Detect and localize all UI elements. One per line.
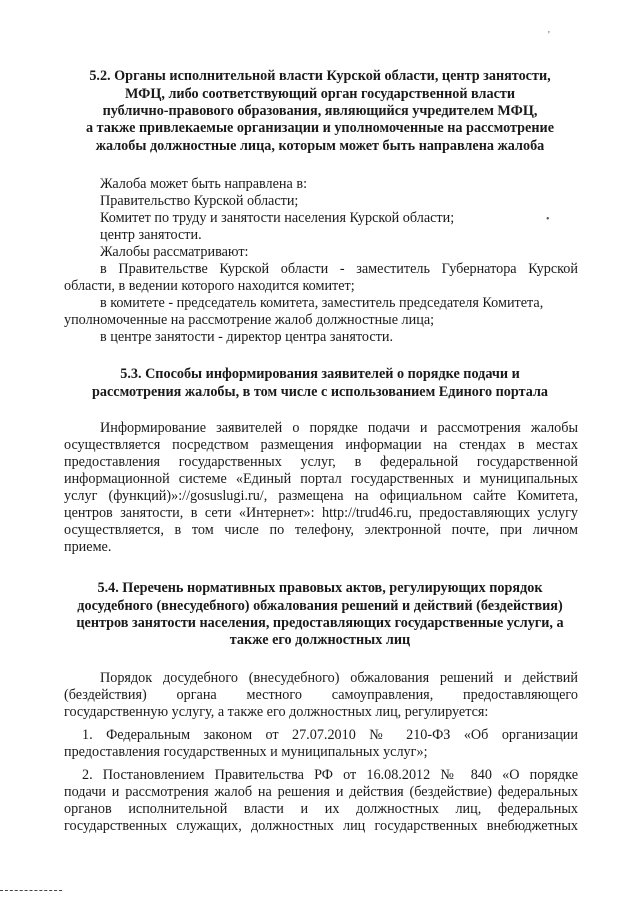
body-line: в комитете - председатель комитета, заместитель председателя Комитета,: [100, 295, 544, 311]
body-line: государственную услугу, а также его должностных лиц, регулируется:: [64, 704, 489, 720]
body-line: Комитет по труду и занятости населения Курской области;: [100, 210, 455, 226]
footer-rule: [0, 890, 62, 891]
body-line: Жалобы рассматривают:: [100, 244, 249, 260]
heading-line: МФЦ, либо соответствующий орган государственной власти: [124, 86, 516, 102]
body-line: осуществляется, в том числе по телефону, электронной почте, при личном: [64, 522, 578, 538]
body-line: приеме.: [64, 539, 112, 555]
body-line: 2. Постановлением Правительства РФ от 16.08.2012 № 840 «О порядке: [82, 767, 578, 783]
body-line: информационной системе «Единый портал государственных и муниципальных: [64, 471, 578, 487]
body-line: государственных служащих, должностных лиц государственных внебюджетных: [64, 818, 578, 834]
body-line: уполномоченные на рассмотрение жалоб должностные лица;: [64, 312, 435, 328]
body-line: в центре занятости - директор центра занятости.: [100, 329, 393, 345]
body-line: органов исполнительной власти и их должностных лиц, федеральных: [64, 801, 578, 817]
body-line: предоставления государственных услуг, в федеральной государственной: [64, 454, 578, 470]
body-line: центров занятости, в сети «Интернет»: http://trud46.ru, предоставляющих услугу: [64, 505, 578, 521]
heading-line: досудебного (внесудебного) обжалования решений и действий (бездействия): [77, 598, 563, 614]
body-line: области, в ведении которого находится комитет;: [64, 278, 355, 294]
body-line: Информирование заявителей о порядке подачи и рассмотрения жалобы: [100, 420, 578, 436]
body-line: Жалоба может быть направлена в:: [100, 176, 308, 192]
heading-line: центров занятости населения, предоставляющих государственные услуги, а: [76, 615, 564, 631]
body-line: предоставления государственных и муниципальных услуг»;: [64, 744, 428, 760]
scan-mark-top: ': [548, 30, 550, 41]
heading-line: также его должностных лиц: [229, 632, 411, 648]
body-line: осуществляется посредством размещения информации на стендах в местах: [64, 437, 578, 453]
heading-line: жалобы должностные лица, которым может быть направлена жалоба: [95, 138, 545, 154]
body-line: 1. Федеральным законом от 27.07.2010 № 210-ФЗ «Об организации: [82, 727, 578, 743]
body-line: подачи и рассмотрения жалоб на решения и действия (бездействие) федеральных: [64, 784, 578, 800]
body-line: центр занятости.: [100, 227, 202, 243]
heading-line: рассмотрения жалобы, в том числе с использованием Единого портала: [91, 384, 548, 400]
body-line: Порядок досудебного (внесудебного) обжалования решений и действий: [100, 670, 578, 686]
heading-line: 5.3. Способы информирования заявителей о порядке подачи и: [120, 366, 520, 382]
body-line: в Правительстве Курской области - заместитель Губернатора Курской: [100, 261, 578, 277]
scan-mark-mid: •: [546, 214, 550, 225]
body-line: (бездействия) органа местного самоуправления, предоставляющего: [64, 687, 578, 703]
body-line: Правительство Курской области;: [100, 193, 299, 209]
heading-line: публично-правового образования, являющийся учредителем МФЦ,: [102, 103, 538, 119]
heading-line: 5.2. Органы исполнительной власти Курской области, центр занятости,: [89, 68, 551, 84]
heading-line: 5.4. Перечень нормативных правовых актов, регулирующих порядок: [97, 580, 543, 596]
body-line: услуг (функций)»://gosuslugi.ru/, размещена на официальном сайте Комитета,: [64, 488, 578, 504]
heading-line: а также привлекаемые организации и уполномоченные на рассмотрение: [85, 120, 554, 136]
